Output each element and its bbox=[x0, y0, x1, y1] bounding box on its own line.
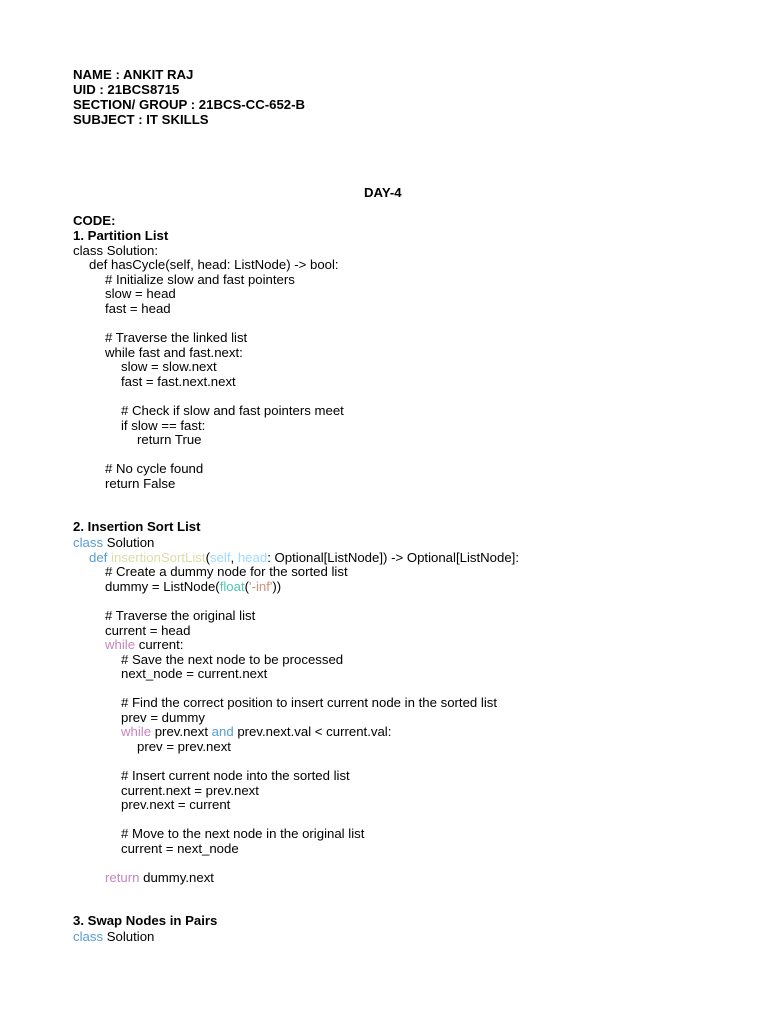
code-token: current: bbox=[135, 637, 184, 652]
keyword-token: def bbox=[89, 550, 108, 565]
punct-token: , bbox=[230, 550, 238, 565]
code-line: prev = prev.next bbox=[137, 739, 231, 754]
code-line: class Solution: bbox=[73, 243, 159, 258]
code-token: prev.next bbox=[151, 724, 212, 739]
punct-token: ( bbox=[244, 579, 250, 594]
code-comment: # Insert current node into the sorted list bbox=[121, 768, 350, 783]
class-name-token: Solution bbox=[103, 929, 155, 944]
code-line: prev.next = current bbox=[121, 797, 231, 812]
punct-token: )) bbox=[272, 579, 282, 594]
code-line: return False bbox=[105, 476, 176, 491]
code-comment: # Find the correct position to insert current node in the sorted list bbox=[121, 695, 498, 710]
code-line: slow = slow.next bbox=[121, 359, 217, 374]
code-line: while fast and fast.next: bbox=[105, 345, 243, 360]
code-line: current = head bbox=[105, 623, 191, 638]
code-line: current.next = prev.next bbox=[121, 783, 259, 798]
keyword-token: while bbox=[105, 637, 136, 652]
function-name-token: insertionSortList bbox=[111, 550, 206, 565]
signature-rest: : Optional[ListNode]) -> Optional[ListNode]: bbox=[267, 550, 519, 565]
code-comment: # No cycle found bbox=[105, 461, 204, 476]
class-name-token: Solution bbox=[103, 535, 155, 550]
code-line: current = next_node bbox=[121, 841, 239, 856]
problem-2-title: 2. Insertion Sort List bbox=[73, 519, 201, 534]
code-line bbox=[105, 637, 183, 652]
code-comment: # Move to the next node in the original list bbox=[121, 826, 365, 841]
code-token: dummy = ListNode( bbox=[105, 579, 220, 594]
code-line: fast = fast.next.next bbox=[121, 374, 236, 389]
param-token: self bbox=[209, 550, 231, 565]
code-comment: # Save the next node to be processed bbox=[121, 652, 344, 667]
code-comment: # Check if slow and fast pointers meet bbox=[121, 403, 344, 418]
code-line bbox=[73, 929, 154, 944]
keyword-token: class bbox=[73, 535, 104, 550]
code-comment: # Create a dummy node for the sorted list bbox=[105, 564, 348, 579]
code-line: slow = head bbox=[105, 286, 176, 301]
code-line bbox=[89, 550, 519, 565]
student-uid: UID : 21BCS8715 bbox=[73, 82, 180, 97]
code-comment: # Traverse the original list bbox=[105, 608, 256, 623]
section-group: SECTION/ GROUP : 21BCS-CC-652-B bbox=[73, 97, 306, 112]
param-token: head bbox=[237, 550, 268, 565]
code-line bbox=[105, 870, 214, 885]
keyword-token: while bbox=[121, 724, 152, 739]
subject: SUBJECT : IT SKILLS bbox=[73, 112, 209, 127]
keyword-token: return bbox=[105, 870, 140, 885]
code-token: dummy.next bbox=[139, 870, 214, 885]
code-line bbox=[73, 535, 154, 550]
student-name: NAME : ANKIT RAJ bbox=[73, 67, 194, 82]
code-label: CODE: bbox=[73, 213, 116, 228]
keyword-token: class bbox=[73, 929, 104, 944]
code-comment: # Traverse the linked list bbox=[105, 330, 248, 345]
code-comment: # Initialize slow and fast pointers bbox=[105, 272, 295, 287]
punct-token: ( bbox=[205, 550, 210, 565]
code-line: return True bbox=[137, 432, 202, 447]
day-title: DAY-4 bbox=[364, 185, 402, 200]
code-line bbox=[121, 724, 391, 739]
code-line: prev = dummy bbox=[121, 710, 205, 725]
string-token: '-inf' bbox=[249, 579, 273, 594]
code-line: fast = head bbox=[105, 301, 171, 316]
builtin-token: float bbox=[219, 579, 245, 594]
code-line: def hasCycle(self, head: ListNode) -> bool: bbox=[89, 257, 339, 272]
problem-3-title: 3. Swap Nodes in Pairs bbox=[73, 913, 218, 928]
code-line bbox=[105, 579, 281, 594]
keyword-token: and bbox=[211, 724, 234, 739]
code-line: if slow == fast: bbox=[121, 418, 206, 433]
code-line: next_node = current.next bbox=[121, 666, 268, 681]
problem-1-title: 1. Partition List bbox=[73, 228, 169, 243]
code-token: prev.next.val < current.val: bbox=[233, 724, 392, 739]
